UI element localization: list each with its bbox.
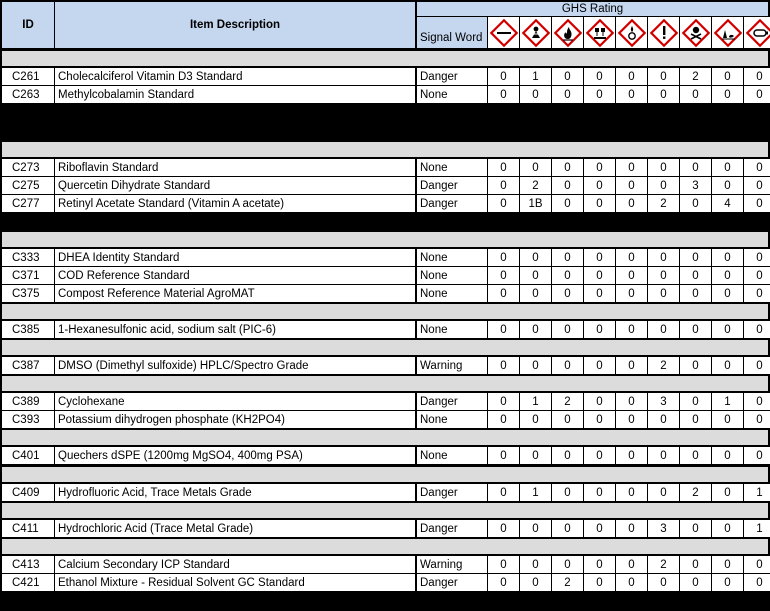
row-item-description: Hydrofluoric Acid, Trace Metals Grade bbox=[55, 484, 415, 501]
row-ghs-rating-cell: 0 bbox=[584, 357, 615, 374]
row-ghs-rating-cell: 0 bbox=[520, 411, 551, 428]
row-item-description: DHEA Identity Standard bbox=[55, 249, 415, 266]
section-spacer bbox=[2, 51, 768, 66]
row-ghs-rating-cell: 0 bbox=[712, 159, 743, 176]
row-ghs-rating-cell: 0 bbox=[584, 86, 615, 103]
row-ghs-rating-cell: 0 bbox=[680, 249, 711, 266]
row-ghs-rating-cell: 0 bbox=[520, 556, 551, 573]
row-ghs-rating-cell: 0 bbox=[680, 357, 711, 374]
row-id: C277 bbox=[2, 195, 54, 212]
section-spacer bbox=[2, 430, 768, 445]
row-ghs-rating-cell: 0 bbox=[488, 267, 519, 284]
row-ghs-rating-cell: 0 bbox=[680, 195, 711, 212]
row-ghs-rating-cell: 0 bbox=[712, 86, 743, 103]
row-ghs-rating-cell: 0 bbox=[744, 285, 770, 302]
flammable-pictogram-icon bbox=[552, 17, 583, 48]
row-ghs-rating-cell: 0 bbox=[744, 357, 770, 374]
row-ghs-rating-cell: 0 bbox=[552, 321, 583, 338]
row-id: C275 bbox=[2, 177, 54, 194]
row-ghs-rating-cell: 0 bbox=[488, 484, 519, 501]
row-ghs-rating-cell: 2 bbox=[680, 484, 711, 501]
header-ghs-rating: GHS Rating bbox=[417, 2, 768, 16]
row-ghs-rating-cell: 2 bbox=[680, 68, 711, 85]
row-ghs-rating-cell: 0 bbox=[552, 520, 583, 537]
row-signal-word: None bbox=[417, 411, 487, 428]
row-ghs-rating-cell: 0 bbox=[744, 556, 770, 573]
row-ghs-rating-cell: 0 bbox=[680, 86, 711, 103]
row-ghs-rating-cell: 0 bbox=[648, 86, 679, 103]
row-signal-word: Danger bbox=[417, 68, 487, 85]
row-ghs-rating-cell: 0 bbox=[552, 159, 583, 176]
row-ghs-rating-cell: 0 bbox=[488, 357, 519, 374]
row-signal-word: Danger bbox=[417, 484, 487, 501]
row-ghs-rating-cell: 0 bbox=[648, 484, 679, 501]
row-signal-word: None bbox=[417, 447, 487, 464]
row-ghs-rating-cell: 0 bbox=[616, 574, 647, 591]
row-ghs-rating-cell: 0 bbox=[744, 195, 770, 212]
row-ghs-rating-cell: 0 bbox=[552, 285, 583, 302]
row-ghs-rating-cell: 0 bbox=[648, 249, 679, 266]
row-ghs-rating-cell: 0 bbox=[616, 159, 647, 176]
row-ghs-rating-cell: 0 bbox=[520, 249, 551, 266]
row-ghs-rating-cell: 0 bbox=[520, 86, 551, 103]
row-item-description: Methylcobalamin Standard bbox=[55, 86, 415, 103]
row-ghs-rating-cell: 0 bbox=[488, 520, 519, 537]
row-ghs-rating-cell: 0 bbox=[712, 177, 743, 194]
row-ghs-rating-cell: 0 bbox=[744, 159, 770, 176]
row-ghs-rating-cell: 3 bbox=[648, 520, 679, 537]
row-ghs-rating-cell: 0 bbox=[488, 321, 519, 338]
row-id: C333 bbox=[2, 249, 54, 266]
row-ghs-rating-cell: 0 bbox=[744, 68, 770, 85]
row-ghs-rating-cell: 0 bbox=[616, 86, 647, 103]
row-ghs-rating-cell: 0 bbox=[584, 484, 615, 501]
row-ghs-rating-cell: 0 bbox=[616, 447, 647, 464]
row-ghs-rating-cell: 0 bbox=[488, 574, 519, 591]
row-ghs-rating-cell: 0 bbox=[584, 411, 615, 428]
row-item-description: 1-Hexanesulfonic acid, sodium salt (PIC-6) bbox=[55, 321, 415, 338]
row-item-description: Hydrochloric Acid (Trace Metal Grade) bbox=[55, 520, 415, 537]
row-ghs-rating-cell: 0 bbox=[552, 249, 583, 266]
row-ghs-rating-cell: 1 bbox=[520, 484, 551, 501]
header-id: ID bbox=[2, 2, 54, 48]
row-signal-word: Danger bbox=[417, 574, 487, 591]
row-ghs-rating-cell: 0 bbox=[680, 267, 711, 284]
row-ghs-rating-cell: 0 bbox=[744, 447, 770, 464]
row-ghs-rating-cell: 0 bbox=[648, 285, 679, 302]
row-item-description: Compost Reference Material AgroMAT bbox=[55, 285, 415, 302]
row-ghs-rating-cell: 2 bbox=[552, 574, 583, 591]
row-ghs-rating-cell: 0 bbox=[488, 393, 519, 410]
health-hazard-pictogram-icon bbox=[520, 17, 551, 48]
row-ghs-rating-cell: 0 bbox=[648, 574, 679, 591]
row-ghs-rating-cell: 0 bbox=[616, 177, 647, 194]
row-ghs-rating-cell: 0 bbox=[488, 86, 519, 103]
row-ghs-rating-cell: 0 bbox=[488, 411, 519, 428]
row-item-description: Cholecalciferol Vitamin D3 Standard bbox=[55, 68, 415, 85]
row-ghs-rating-cell: 0 bbox=[488, 195, 519, 212]
row-ghs-rating-cell: 0 bbox=[520, 357, 551, 374]
row-ghs-rating-cell: 0 bbox=[616, 195, 647, 212]
environment-pictogram-icon bbox=[712, 17, 743, 48]
row-signal-word: Danger bbox=[417, 195, 487, 212]
row-ghs-rating-cell: 1 bbox=[712, 393, 743, 410]
row-id: C393 bbox=[2, 411, 54, 428]
row-item-description: Retinyl Acetate Standard (Vitamin A acetate) bbox=[55, 195, 415, 212]
row-ghs-rating-cell: 0 bbox=[744, 321, 770, 338]
row-ghs-rating-cell: 0 bbox=[552, 411, 583, 428]
acute-toxicity-skull-pictogram-icon bbox=[680, 17, 711, 48]
section-spacer bbox=[2, 376, 768, 391]
row-id: C263 bbox=[2, 86, 54, 103]
row-ghs-rating-cell: 0 bbox=[552, 177, 583, 194]
row-ghs-rating-cell: 0 bbox=[488, 447, 519, 464]
section-spacer bbox=[2, 467, 768, 482]
row-id: C389 bbox=[2, 393, 54, 410]
row-ghs-rating-cell: 4 bbox=[712, 195, 743, 212]
row-item-description: Potassium dihydrogen phosphate (KH2PO4) bbox=[55, 411, 415, 428]
row-ghs-rating-cell: 0 bbox=[584, 159, 615, 176]
row-signal-word: Warning bbox=[417, 556, 487, 573]
row-signal-word: Danger bbox=[417, 393, 487, 410]
row-ghs-rating-cell: 0 bbox=[744, 267, 770, 284]
row-ghs-rating-cell: 0 bbox=[744, 86, 770, 103]
row-signal-word: Warning bbox=[417, 357, 487, 374]
row-ghs-rating-cell: 3 bbox=[680, 177, 711, 194]
row-ghs-rating-cell: 0 bbox=[648, 411, 679, 428]
row-signal-word: None bbox=[417, 86, 487, 103]
row-ghs-rating-cell: 0 bbox=[520, 447, 551, 464]
row-ghs-rating-cell: 0 bbox=[712, 484, 743, 501]
row-item-description: Calcium Secondary ICP Standard bbox=[55, 556, 415, 573]
row-ghs-rating-cell: 0 bbox=[648, 177, 679, 194]
row-ghs-rating-cell: 0 bbox=[744, 249, 770, 266]
row-item-description: Riboflavin Standard bbox=[55, 159, 415, 176]
row-ghs-rating-cell: 0 bbox=[584, 249, 615, 266]
oxidizer-pictogram-icon bbox=[616, 17, 647, 48]
row-ghs-rating-cell: 0 bbox=[488, 249, 519, 266]
row-ghs-rating-cell: 1 bbox=[520, 68, 551, 85]
row-ghs-rating-cell: 0 bbox=[616, 285, 647, 302]
row-ghs-rating-cell: 0 bbox=[552, 267, 583, 284]
row-ghs-rating-cell: 0 bbox=[488, 177, 519, 194]
row-ghs-rating-cell: 0 bbox=[552, 556, 583, 573]
row-ghs-rating-cell: 0 bbox=[520, 321, 551, 338]
row-ghs-rating-cell: 0 bbox=[680, 159, 711, 176]
row-ghs-rating-cell: 0 bbox=[584, 68, 615, 85]
row-ghs-rating-cell: 0 bbox=[616, 249, 647, 266]
row-ghs-rating-cell: 0 bbox=[584, 285, 615, 302]
row-ghs-rating-cell: 0 bbox=[584, 267, 615, 284]
exclamation-mark-pictogram-icon bbox=[648, 17, 679, 48]
row-ghs-rating-cell: 0 bbox=[712, 520, 743, 537]
row-ghs-rating-cell: 0 bbox=[616, 267, 647, 284]
row-item-description: DMSO (Dimethyl sulfoxide) HPLC/Spectro Grade bbox=[55, 357, 415, 374]
row-id: C273 bbox=[2, 159, 54, 176]
row-item-description: Quechers dSPE (1200mg MgSO4, 400mg PSA) bbox=[55, 447, 415, 464]
row-ghs-rating-cell: 0 bbox=[712, 411, 743, 428]
row-ghs-rating-cell: 0 bbox=[616, 520, 647, 537]
row-ghs-rating-cell: 0 bbox=[744, 411, 770, 428]
row-ghs-rating-cell: 0 bbox=[712, 285, 743, 302]
row-ghs-rating-cell: 0 bbox=[520, 574, 551, 591]
row-ghs-rating-cell: 0 bbox=[584, 447, 615, 464]
row-ghs-rating-cell: 0 bbox=[520, 267, 551, 284]
row-item-description: Ethanol Mixture - Residual Solvent GC Standard bbox=[55, 574, 415, 591]
row-signal-word: Danger bbox=[417, 520, 487, 537]
row-ghs-rating-cell: 0 bbox=[488, 556, 519, 573]
row-ghs-rating-cell: 1 bbox=[744, 484, 770, 501]
section-spacer bbox=[2, 304, 768, 319]
row-ghs-rating-cell: 0 bbox=[584, 520, 615, 537]
row-id: C385 bbox=[2, 321, 54, 338]
gas-cylinder-pictogram-icon bbox=[744, 17, 770, 48]
row-signal-word: None bbox=[417, 285, 487, 302]
explosive-pictogram-icon bbox=[488, 17, 519, 48]
row-ghs-rating-cell: 0 bbox=[616, 357, 647, 374]
row-ghs-rating-cell: 0 bbox=[712, 556, 743, 573]
row-id: C371 bbox=[2, 267, 54, 284]
row-id: C409 bbox=[2, 484, 54, 501]
row-ghs-rating-cell: 0 bbox=[712, 68, 743, 85]
row-ghs-rating-cell: 0 bbox=[552, 447, 583, 464]
row-ghs-rating-cell: 0 bbox=[488, 68, 519, 85]
row-ghs-rating-cell: 0 bbox=[712, 321, 743, 338]
row-ghs-rating-cell: 2 bbox=[648, 195, 679, 212]
row-ghs-rating-cell: 0 bbox=[488, 159, 519, 176]
row-ghs-rating-cell: 2 bbox=[520, 177, 551, 194]
row-ghs-rating-cell: 0 bbox=[584, 574, 615, 591]
corrosive-pictogram-icon bbox=[584, 17, 615, 48]
row-ghs-rating-cell: 0 bbox=[616, 321, 647, 338]
row-item-description: Quercetin Dihydrate Standard bbox=[55, 177, 415, 194]
row-ghs-rating-cell: 1 bbox=[520, 393, 551, 410]
row-ghs-rating-cell: 0 bbox=[712, 447, 743, 464]
row-ghs-rating-cell: 0 bbox=[744, 177, 770, 194]
row-item-description: COD Reference Standard bbox=[55, 267, 415, 284]
row-id: C375 bbox=[2, 285, 54, 302]
row-ghs-rating-cell: 0 bbox=[680, 520, 711, 537]
row-id: C413 bbox=[2, 556, 54, 573]
row-ghs-rating-cell: 0 bbox=[648, 447, 679, 464]
row-signal-word: None bbox=[417, 267, 487, 284]
row-ghs-rating-cell: 0 bbox=[744, 393, 770, 410]
row-ghs-rating-cell: 0 bbox=[552, 357, 583, 374]
row-ghs-rating-cell: 0 bbox=[648, 267, 679, 284]
row-ghs-rating-cell: 0 bbox=[584, 556, 615, 573]
header-item-description: Item Description bbox=[55, 2, 415, 48]
row-ghs-rating-cell: 0 bbox=[584, 393, 615, 410]
row-ghs-rating-cell: 0 bbox=[680, 285, 711, 302]
row-ghs-rating-cell: 0 bbox=[712, 249, 743, 266]
row-ghs-rating-cell: 0 bbox=[552, 86, 583, 103]
row-ghs-rating-cell: 0 bbox=[712, 267, 743, 284]
row-ghs-rating-cell: 0 bbox=[648, 159, 679, 176]
row-ghs-rating-cell: 2 bbox=[648, 357, 679, 374]
row-id: C261 bbox=[2, 68, 54, 85]
row-signal-word: Danger bbox=[417, 177, 487, 194]
row-signal-word: None bbox=[417, 249, 487, 266]
row-ghs-rating-cell: 2 bbox=[552, 393, 583, 410]
row-ghs-rating-cell: 1B bbox=[520, 195, 551, 212]
row-ghs-rating-cell: 0 bbox=[648, 68, 679, 85]
row-ghs-rating-cell: 0 bbox=[680, 447, 711, 464]
row-ghs-rating-cell: 0 bbox=[520, 159, 551, 176]
row-ghs-rating-cell: 0 bbox=[712, 574, 743, 591]
section-spacer bbox=[2, 142, 768, 157]
row-ghs-rating-cell: 0 bbox=[712, 357, 743, 374]
row-id: C421 bbox=[2, 574, 54, 591]
row-ghs-rating-cell: 0 bbox=[616, 556, 647, 573]
row-ghs-rating-cell: 0 bbox=[552, 484, 583, 501]
row-signal-word: None bbox=[417, 321, 487, 338]
section-spacer bbox=[2, 503, 768, 518]
section-spacer bbox=[2, 340, 768, 355]
row-ghs-rating-cell: 0 bbox=[616, 393, 647, 410]
row-ghs-rating-cell: 0 bbox=[616, 411, 647, 428]
row-ghs-rating-cell: 0 bbox=[488, 285, 519, 302]
row-ghs-rating-cell: 0 bbox=[584, 321, 615, 338]
row-ghs-rating-cell: 0 bbox=[680, 393, 711, 410]
row-item-description: Cyclohexane bbox=[55, 393, 415, 410]
row-ghs-rating-cell: 0 bbox=[680, 411, 711, 428]
row-ghs-rating-cell: 0 bbox=[680, 321, 711, 338]
row-ghs-rating-cell: 0 bbox=[584, 177, 615, 194]
row-ghs-rating-cell: 0 bbox=[584, 195, 615, 212]
row-id: C401 bbox=[2, 447, 54, 464]
row-ghs-rating-cell: 0 bbox=[520, 520, 551, 537]
row-ghs-rating-cell: 0 bbox=[520, 285, 551, 302]
row-id: C387 bbox=[2, 357, 54, 374]
row-ghs-rating-cell: 3 bbox=[648, 393, 679, 410]
row-ghs-rating-cell: 0 bbox=[552, 68, 583, 85]
row-ghs-rating-cell: 0 bbox=[616, 484, 647, 501]
header-signal-word: Signal Word bbox=[417, 17, 487, 48]
row-ghs-rating-cell: 0 bbox=[680, 556, 711, 573]
row-ghs-rating-cell: 0 bbox=[680, 574, 711, 591]
row-ghs-rating-cell: 0 bbox=[648, 321, 679, 338]
section-spacer bbox=[2, 539, 768, 554]
section-spacer bbox=[2, 232, 768, 247]
row-ghs-rating-cell: 2 bbox=[648, 556, 679, 573]
row-signal-word: None bbox=[417, 159, 487, 176]
row-ghs-rating-cell: 1 bbox=[744, 520, 770, 537]
row-ghs-rating-cell: 0 bbox=[616, 68, 647, 85]
row-ghs-rating-cell: 0 bbox=[744, 574, 770, 591]
row-id: C411 bbox=[2, 520, 54, 537]
row-ghs-rating-cell: 0 bbox=[552, 195, 583, 212]
